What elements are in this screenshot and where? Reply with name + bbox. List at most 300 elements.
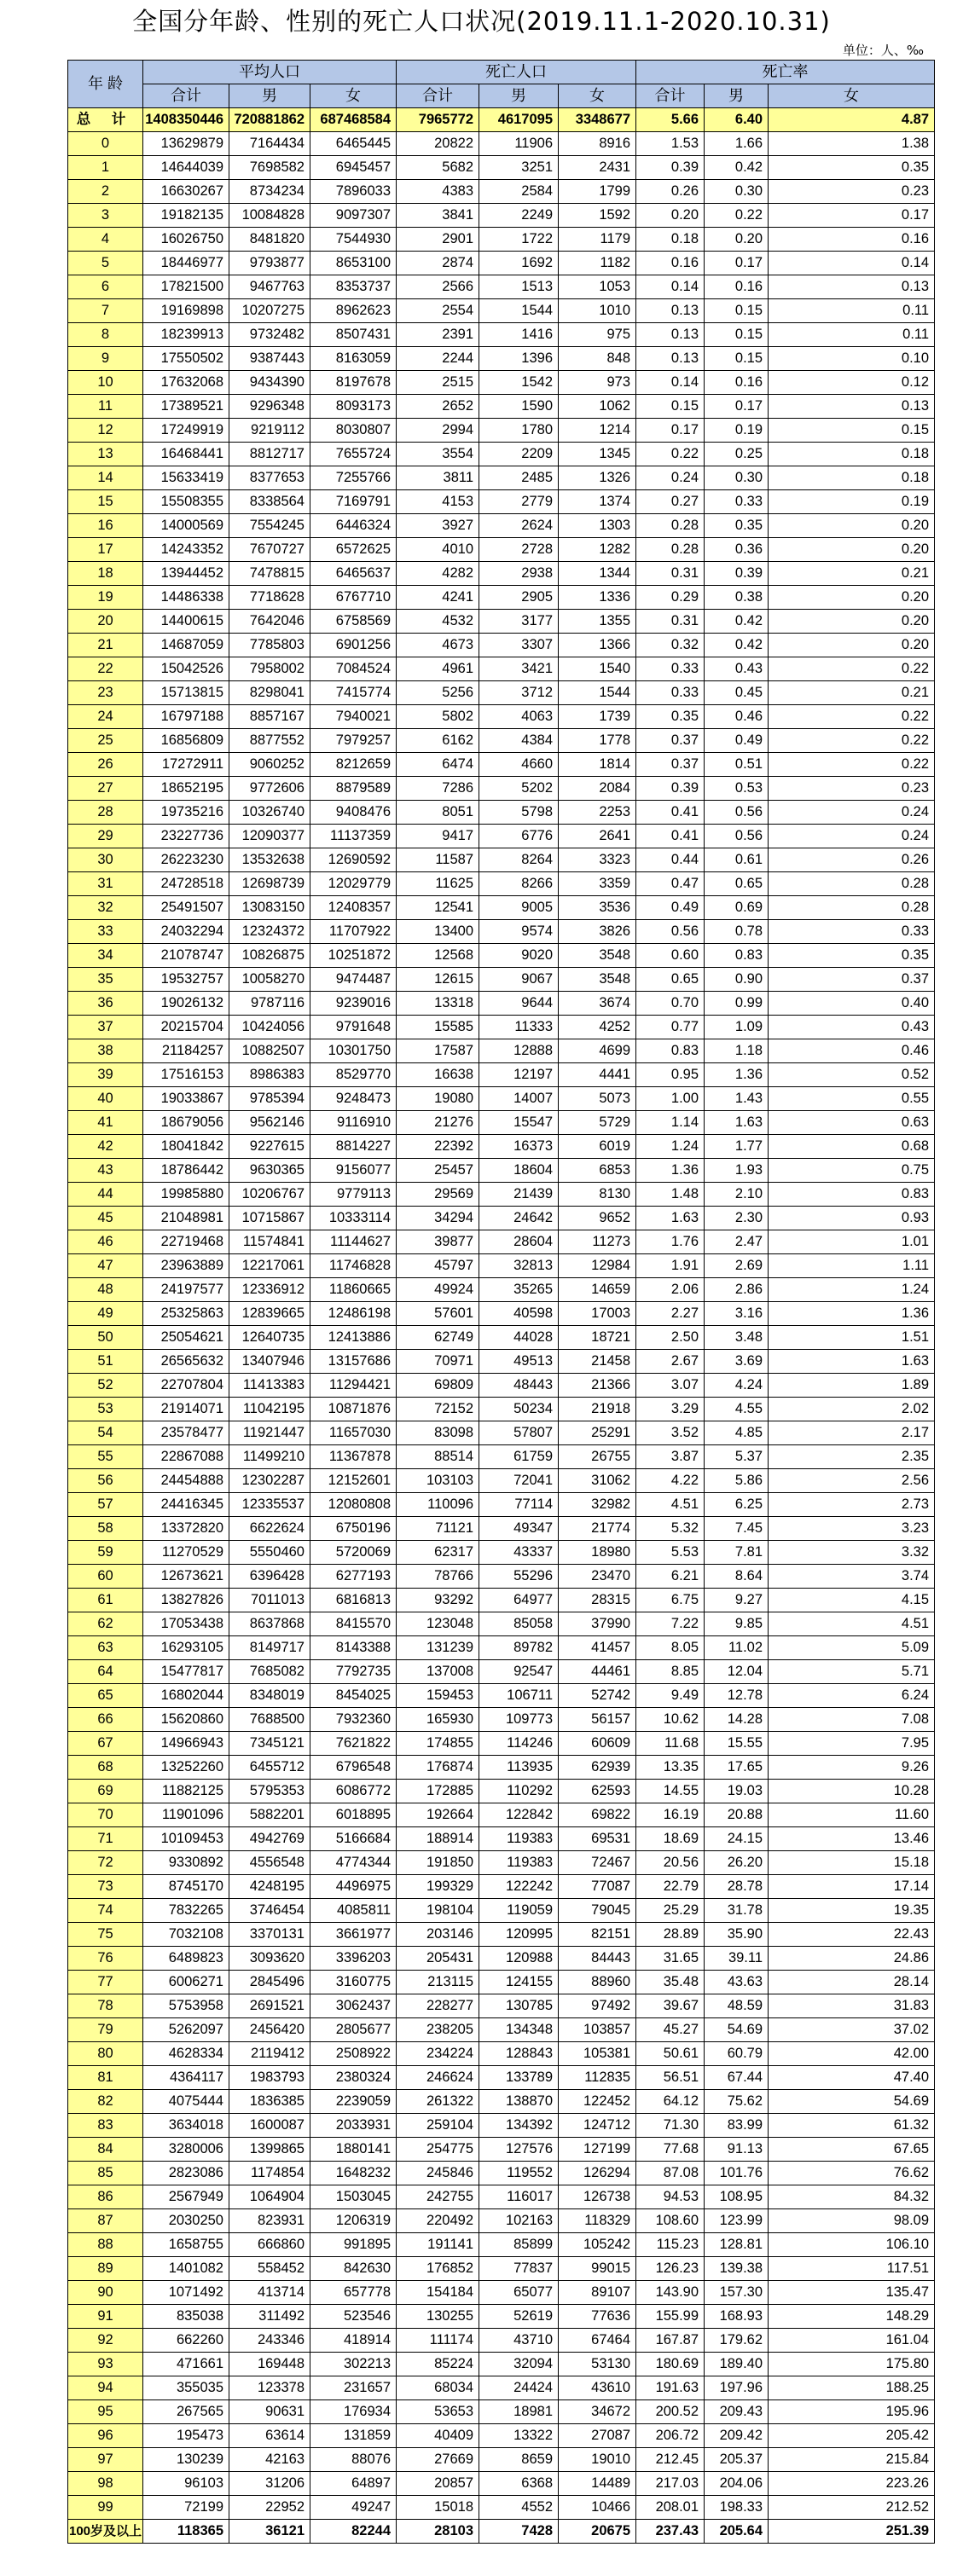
value-cell: 0.23 xyxy=(769,777,935,801)
value-cell: 209.43 xyxy=(705,2400,769,2424)
age-cell: 62 xyxy=(68,1612,143,1636)
value-cell: 19026132 xyxy=(143,992,229,1016)
table-row xyxy=(68,2185,935,2209)
value-cell: 2624 xyxy=(479,514,559,538)
value-cell: 5729 xyxy=(559,1111,636,1135)
value-cell: 102163 xyxy=(479,2209,559,2233)
value-cell: 167.87 xyxy=(636,2329,705,2353)
value-cell: 1.51 xyxy=(769,1326,935,1350)
value-cell: 1.14 xyxy=(636,1111,705,1135)
value-cell: 3177 xyxy=(479,610,559,634)
value-cell: 40598 xyxy=(479,1302,559,1326)
value-cell: 14.28 xyxy=(705,1708,769,1732)
table-row xyxy=(68,657,935,681)
table-row xyxy=(68,228,935,252)
value-cell: 29569 xyxy=(397,1183,479,1207)
value-cell: 115.23 xyxy=(636,2233,705,2257)
value-cell: 3.87 xyxy=(636,1445,705,1469)
value-cell: 18446977 xyxy=(143,252,229,275)
value-cell: 0.28 xyxy=(769,872,935,896)
value-cell: 0.41 xyxy=(636,825,705,848)
value-cell: 17272911 xyxy=(143,753,229,777)
table-row xyxy=(68,2496,935,2520)
value-cell: 123048 xyxy=(397,1612,479,1636)
value-cell: 0.19 xyxy=(705,419,769,443)
age-cell: 26 xyxy=(68,753,143,777)
value-cell: 0.30 xyxy=(705,180,769,204)
value-cell: 204.06 xyxy=(705,2472,769,2496)
value-cell: 72152 xyxy=(397,1398,479,1421)
value-cell: 8454025 xyxy=(310,1684,397,1708)
value-cell: 11574841 xyxy=(229,1230,310,1254)
table-row xyxy=(68,443,935,466)
value-cell: 0.20 xyxy=(636,204,705,228)
value-cell: 3841 xyxy=(397,204,479,228)
table-row xyxy=(68,586,935,610)
value-cell: 1326 xyxy=(559,466,636,490)
value-cell: 3093620 xyxy=(229,1947,310,1971)
age-cell: 42 xyxy=(68,1135,143,1159)
table-row xyxy=(68,204,935,228)
value-cell: 108.95 xyxy=(705,2185,769,2209)
value-cell: 6767710 xyxy=(310,586,397,610)
value-cell: 217.03 xyxy=(636,2472,705,2496)
value-cell: 355035 xyxy=(143,2376,229,2400)
value-cell: 12984 xyxy=(559,1254,636,1278)
value-cell: 4252 xyxy=(559,1016,636,1039)
value-cell: 10206767 xyxy=(229,1183,310,1207)
value-cell: 21914071 xyxy=(143,1398,229,1421)
value-cell: 8130 xyxy=(559,1183,636,1207)
table-row xyxy=(68,2448,935,2472)
value-cell: 251.39 xyxy=(769,2520,935,2544)
value-cell: 0.16 xyxy=(636,252,705,275)
value-cell: 112835 xyxy=(559,2066,636,2090)
value-cell: 14966943 xyxy=(143,1732,229,1756)
value-cell: 50.61 xyxy=(636,2042,705,2066)
value-cell: 67464 xyxy=(559,2329,636,2353)
value-cell: 0.23 xyxy=(769,180,935,204)
value-cell: 197.96 xyxy=(705,2376,769,2400)
value-cell: 0.22 xyxy=(769,753,935,777)
value-cell: 0.37 xyxy=(636,729,705,753)
value-cell: 6796548 xyxy=(310,1756,397,1780)
age-100-plus-row xyxy=(68,2520,935,2544)
value-cell: 2508922 xyxy=(310,2042,397,2066)
value-cell: 174855 xyxy=(397,1732,479,1756)
value-cell: 212.45 xyxy=(636,2448,705,2472)
table-row xyxy=(68,2114,935,2138)
value-cell: 4774344 xyxy=(310,1851,397,1875)
table-row xyxy=(68,2281,935,2305)
value-cell: 1542 xyxy=(479,371,559,395)
age-cell: 75 xyxy=(68,1923,143,1947)
value-cell: 6816813 xyxy=(310,1589,397,1612)
value-cell: 16373 xyxy=(479,1135,559,1159)
value-cell: 973 xyxy=(559,371,636,395)
value-cell: 17.65 xyxy=(705,1756,769,1780)
value-cell: 1.66 xyxy=(705,132,769,156)
value-cell: 11657030 xyxy=(310,1421,397,1445)
table-row xyxy=(68,2305,935,2329)
value-cell: 21774 xyxy=(559,1517,636,1541)
value-cell: 188.25 xyxy=(769,2376,935,2400)
value-cell: 13318 xyxy=(397,992,479,1016)
value-cell: 9434390 xyxy=(229,371,310,395)
value-cell: 135.47 xyxy=(769,2281,935,2305)
value-cell: 471661 xyxy=(143,2353,229,2376)
value-cell: 14489 xyxy=(559,2472,636,2496)
value-cell: 0.38 xyxy=(705,586,769,610)
value-cell: 311492 xyxy=(229,2305,310,2329)
value-cell: 21184257 xyxy=(143,1039,229,1063)
value-cell: 10333114 xyxy=(310,1207,397,1230)
age-cell: 48 xyxy=(68,1278,143,1302)
value-cell: 15042526 xyxy=(143,657,229,681)
value-cell: 0.39 xyxy=(636,156,705,180)
value-cell: 13407946 xyxy=(229,1350,310,1374)
value-cell: 67.44 xyxy=(705,2066,769,2090)
value-cell: 13532638 xyxy=(229,848,310,872)
value-cell: 9.49 xyxy=(636,1684,705,1708)
value-cell: 6758569 xyxy=(310,610,397,634)
value-cell: 0.28 xyxy=(636,538,705,562)
value-cell: 22.43 xyxy=(769,1923,935,1947)
value-cell: 72041 xyxy=(479,1469,559,1493)
table-row xyxy=(68,1923,935,1947)
value-cell: 0.13 xyxy=(636,347,705,371)
value-cell: 12413886 xyxy=(310,1326,397,1350)
value-cell: 105242 xyxy=(559,2233,636,2257)
value-cell: 1182 xyxy=(559,252,636,275)
table-row xyxy=(68,1469,935,1493)
value-cell: 238205 xyxy=(397,2018,479,2042)
value-cell: 3307 xyxy=(479,634,559,657)
age-cell: 10 xyxy=(68,371,143,395)
value-cell: 0.17 xyxy=(636,419,705,443)
value-cell: 0.12 xyxy=(769,371,935,395)
value-cell: 10466 xyxy=(559,2496,636,2520)
table-row xyxy=(68,1684,935,1708)
value-cell: 40409 xyxy=(397,2424,479,2448)
value-cell: 3826 xyxy=(559,920,636,944)
value-cell: 14486338 xyxy=(143,586,229,610)
value-cell: 9787116 xyxy=(229,992,310,1016)
value-cell: 24197577 xyxy=(143,1278,229,1302)
value-cell: 11587 xyxy=(397,848,479,872)
value-cell: 9060252 xyxy=(229,753,310,777)
value-cell: 67.65 xyxy=(769,2138,935,2162)
value-cell: 0.63 xyxy=(769,1111,935,1135)
age-cell: 49 xyxy=(68,1302,143,1326)
value-cell: 103857 xyxy=(559,2018,636,2042)
value-cell: 213115 xyxy=(397,1971,479,1994)
subheader: 男 xyxy=(229,84,310,108)
value-cell: 6622624 xyxy=(229,1517,310,1541)
value-cell: 3634018 xyxy=(143,2114,229,2138)
age-cell: 91 xyxy=(68,2305,143,2329)
value-cell: 24728518 xyxy=(143,872,229,896)
value-cell: 21458 xyxy=(559,1350,636,1374)
value-cell: 120988 xyxy=(479,1947,559,1971)
value-cell: 4.22 xyxy=(636,1469,705,1493)
value-cell: 8030807 xyxy=(310,419,397,443)
value-cell: 8659 xyxy=(479,2448,559,2472)
value-cell: 2.86 xyxy=(705,1278,769,1302)
value-cell: 78766 xyxy=(397,1565,479,1589)
value-cell: 9562146 xyxy=(229,1111,310,1135)
value-cell: 4248195 xyxy=(229,1875,310,1899)
value-cell: 5795353 xyxy=(229,1780,310,1803)
table-row xyxy=(68,2138,935,2162)
value-cell: 8353737 xyxy=(310,275,397,299)
value-cell: 0.35 xyxy=(636,705,705,729)
value-cell: 2874 xyxy=(397,252,479,275)
value-cell: 0.77 xyxy=(636,1016,705,1039)
age-cell: 63 xyxy=(68,1636,143,1660)
value-cell: 1345 xyxy=(559,443,636,466)
value-cell: 1.00 xyxy=(636,1087,705,1111)
table-row xyxy=(68,1947,935,1971)
value-cell: 0.14 xyxy=(636,275,705,299)
value-cell: 9772606 xyxy=(229,777,310,801)
value-cell: 17587 xyxy=(397,1039,479,1063)
age-cell: 44 xyxy=(68,1183,143,1207)
value-cell: 6446324 xyxy=(310,514,397,538)
value-cell: 8.64 xyxy=(705,1565,769,1589)
value-cell: 5256 xyxy=(397,681,479,705)
value-cell: 37.02 xyxy=(769,2018,935,2042)
value-cell: 4441 xyxy=(559,1063,636,1087)
value-cell: 12486198 xyxy=(310,1302,397,1326)
value-cell: 8051 xyxy=(397,801,479,825)
value-cell: 0.21 xyxy=(769,681,935,705)
age-cell: 80 xyxy=(68,2042,143,2066)
value-cell: 3.07 xyxy=(636,1374,705,1398)
value-cell: 6086772 xyxy=(310,1780,397,1803)
value-cell: 842630 xyxy=(310,2257,397,2281)
table-row xyxy=(68,2066,935,2090)
table-row xyxy=(68,2209,935,2233)
table-row xyxy=(68,1421,935,1445)
value-cell: 82151 xyxy=(559,1923,636,1947)
value-cell: 53653 xyxy=(397,2400,479,2424)
value-cell: 93292 xyxy=(397,1589,479,1612)
value-cell: 413714 xyxy=(229,2281,310,2305)
value-cell: 0.28 xyxy=(636,514,705,538)
value-cell: 130239 xyxy=(143,2448,229,2472)
value-cell: 848 xyxy=(559,347,636,371)
value-cell: 0.65 xyxy=(636,968,705,992)
table-row xyxy=(68,2090,935,2114)
value-cell: 10882507 xyxy=(229,1039,310,1063)
value-cell: 7478815 xyxy=(229,562,310,586)
value-cell: 220492 xyxy=(397,2209,479,2233)
age-cell: 9 xyxy=(68,347,143,371)
value-cell: 1401082 xyxy=(143,2257,229,2281)
value-cell: 113935 xyxy=(479,1756,559,1780)
value-cell: 99015 xyxy=(559,2257,636,2281)
value-cell: 118365 xyxy=(143,2520,229,2544)
value-cell: 0.43 xyxy=(705,657,769,681)
value-cell: 2.35 xyxy=(769,1445,935,1469)
value-cell: 9005 xyxy=(479,896,559,920)
value-cell: 28.14 xyxy=(769,1971,935,1994)
table-row xyxy=(68,1159,935,1183)
value-cell: 10301750 xyxy=(310,1039,397,1063)
value-cell: 8266 xyxy=(479,872,559,896)
age-cell: 20 xyxy=(68,610,143,634)
table-row xyxy=(68,1612,935,1636)
value-cell: 6006271 xyxy=(143,1971,229,1994)
value-cell: 7718628 xyxy=(229,586,310,610)
value-cell: 8653100 xyxy=(310,252,397,275)
value-cell: 72199 xyxy=(143,2496,229,2520)
value-cell: 5882201 xyxy=(229,1803,310,1827)
age-cell: 87 xyxy=(68,2209,143,2233)
value-cell: 2485 xyxy=(479,466,559,490)
value-cell: 9219112 xyxy=(229,419,310,443)
value-cell: 17.14 xyxy=(769,1875,935,1899)
value-cell: 8734234 xyxy=(229,180,310,204)
value-cell: 11144627 xyxy=(310,1230,397,1254)
value-cell: 8481820 xyxy=(229,228,310,252)
value-cell: 0.83 xyxy=(705,944,769,968)
age-cell: 84 xyxy=(68,2138,143,2162)
value-cell: 2845496 xyxy=(229,1971,310,1994)
age-cell: 30 xyxy=(68,848,143,872)
age-cell: 51 xyxy=(68,1350,143,1374)
value-cell: 56157 xyxy=(559,1708,636,1732)
value-cell: 85899 xyxy=(479,2233,559,2257)
value-cell: 4.24 xyxy=(705,1374,769,1398)
value-cell: 13083150 xyxy=(229,896,310,920)
age-cell: 67 xyxy=(68,1732,143,1756)
value-cell: 7415774 xyxy=(310,681,397,705)
value-cell: 103103 xyxy=(397,1469,479,1493)
value-cell: 0.24 xyxy=(769,801,935,825)
table-row xyxy=(68,180,935,204)
value-cell: 0.33 xyxy=(769,920,935,944)
value-cell: 24416345 xyxy=(143,1493,229,1517)
value-cell: 130255 xyxy=(397,2305,479,2329)
value-cell: 31062 xyxy=(559,1469,636,1493)
table-row xyxy=(68,681,935,705)
value-cell: 28604 xyxy=(479,1230,559,1254)
value-cell: 13944452 xyxy=(143,562,229,586)
value-cell: 12408357 xyxy=(310,896,397,920)
value-cell: 0.15 xyxy=(636,395,705,419)
value-cell: 61759 xyxy=(479,1445,559,1469)
value-cell: 1179 xyxy=(559,228,636,252)
value-cell: 169448 xyxy=(229,2353,310,2376)
table-row xyxy=(68,1016,935,1039)
value-cell: 36121 xyxy=(229,2520,310,2544)
value-cell: 9020 xyxy=(479,944,559,968)
value-cell: 9793877 xyxy=(229,252,310,275)
value-cell: 191.63 xyxy=(636,2376,705,2400)
value-cell: 1010 xyxy=(559,299,636,323)
value-cell: 175.80 xyxy=(769,2353,935,2376)
value-cell: 2119412 xyxy=(229,2042,310,2066)
value-cell: 4383 xyxy=(397,180,479,204)
value-cell: 0.33 xyxy=(636,681,705,705)
value-cell: 31.78 xyxy=(705,1899,769,1923)
value-cell: 0.24 xyxy=(769,825,935,848)
value-cell: 49513 xyxy=(479,1350,559,1374)
value-cell: 8529770 xyxy=(310,1063,397,1087)
value-cell: 24424 xyxy=(479,2376,559,2400)
value-cell: 77837 xyxy=(479,2257,559,2281)
age-cell: 79 xyxy=(68,2018,143,2042)
age-cell: 97 xyxy=(68,2448,143,2472)
value-cell: 1544 xyxy=(479,299,559,323)
value-cell: 302213 xyxy=(310,2353,397,2376)
value-cell: 6368 xyxy=(479,2472,559,2496)
table-row xyxy=(68,1350,935,1374)
value-cell: 9097307 xyxy=(310,204,397,228)
value-cell: 126738 xyxy=(559,2185,636,2209)
value-cell: 1071492 xyxy=(143,2281,229,2305)
header-deaths: 死亡人口 xyxy=(397,61,636,84)
table-row xyxy=(68,2353,935,2376)
table-row xyxy=(68,2233,935,2257)
table-row xyxy=(68,1660,935,1684)
value-cell: 3927 xyxy=(397,514,479,538)
value-cell: 84.32 xyxy=(769,2185,935,2209)
value-cell: 0.78 xyxy=(705,920,769,944)
value-cell: 11.60 xyxy=(769,1803,935,1827)
value-cell: 5.32 xyxy=(636,1517,705,1541)
value-cell: 8.05 xyxy=(636,1636,705,1660)
value-cell: 7011013 xyxy=(229,1589,310,1612)
value-cell: 0.10 xyxy=(769,347,935,371)
value-cell: 155.99 xyxy=(636,2305,705,2329)
table-row xyxy=(68,156,935,180)
value-cell: 62317 xyxy=(397,1541,479,1565)
value-cell: 22392 xyxy=(397,1135,479,1159)
table-row xyxy=(68,2424,935,2448)
value-cell: 3359 xyxy=(559,872,636,896)
table-row xyxy=(68,872,935,896)
value-cell: 5202 xyxy=(479,777,559,801)
value-cell: 7965772 xyxy=(397,108,479,132)
value-cell: 0.29 xyxy=(636,586,705,610)
age-cell: 18 xyxy=(68,562,143,586)
subheader: 女 xyxy=(769,84,935,108)
value-cell: 13157686 xyxy=(310,1350,397,1374)
value-cell: 43710 xyxy=(479,2329,559,2353)
age-cell: 32 xyxy=(68,896,143,920)
table-row xyxy=(68,299,935,323)
value-cell: 4153 xyxy=(397,490,479,514)
value-cell: 0.37 xyxy=(636,753,705,777)
value-cell: 11499210 xyxy=(229,1445,310,1469)
value-cell: 31.65 xyxy=(636,1947,705,1971)
value-cell: 69822 xyxy=(559,1803,636,1827)
value-cell: 9296348 xyxy=(229,395,310,419)
table-row xyxy=(68,1302,935,1326)
value-cell: 6465637 xyxy=(310,562,397,586)
value-cell: 8197678 xyxy=(310,371,397,395)
value-cell: 7.81 xyxy=(705,1541,769,1565)
value-cell: 8338564 xyxy=(229,490,310,514)
value-cell: 223.26 xyxy=(769,2472,935,2496)
value-cell: 2084 xyxy=(559,777,636,801)
value-cell: 14007 xyxy=(479,1087,559,1111)
age-cell: 73 xyxy=(68,1875,143,1899)
age-cell: 56 xyxy=(68,1469,143,1493)
